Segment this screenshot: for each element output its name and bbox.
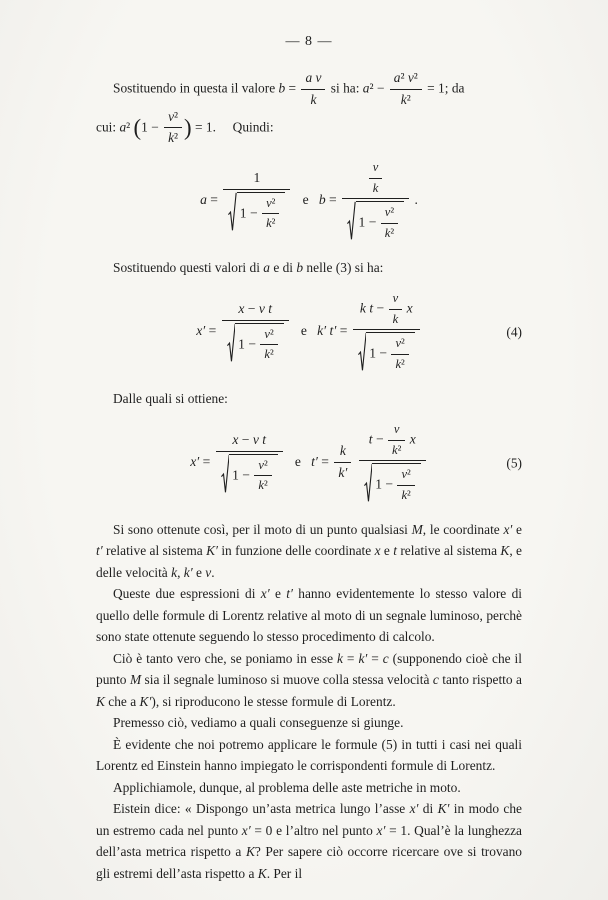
radicand: 1 − $\frac{\text{v²}}{\text{k²}}$ xyxy=(356,201,405,241)
equation-number: (5) xyxy=(506,455,522,471)
math-variable: c xyxy=(382,650,389,666)
denominator: k² xyxy=(262,213,279,232)
fraction xyxy=(262,196,279,232)
fraction xyxy=(301,70,325,109)
math-variable: v xyxy=(168,108,175,124)
radicand: 1 − $\frac{\text{v²}}{\text{k²}}$ xyxy=(237,192,286,232)
denominator xyxy=(353,329,420,372)
math-variable: K xyxy=(245,844,255,860)
math-variable: x′ xyxy=(409,801,419,817)
radical-sign-icon xyxy=(221,454,229,494)
math-variable: k xyxy=(258,478,264,493)
equation-body: x′ = x − v t 1 − $\frac{\text{v²}}{\text{k²}}$ e t′ = $\frac{k}{k'}$ t − $\frac{v}{\text{k²}}$ x 1 − $\frac{\text{v²}}{\text{k²}}$ xyxy=(190,422,428,504)
math-variable: v xyxy=(205,564,212,580)
math-variable: t′ xyxy=(311,454,318,470)
fraction xyxy=(388,422,405,458)
math-variable: k xyxy=(266,216,272,231)
math-variable: v xyxy=(401,467,408,482)
denominator: k² xyxy=(391,354,408,373)
math-variable: x′ xyxy=(190,454,200,470)
numerator xyxy=(388,422,405,440)
radical-sign-icon xyxy=(364,463,372,503)
numerator xyxy=(301,70,325,89)
math-variable: a xyxy=(119,118,127,134)
math-variable: x xyxy=(238,300,245,316)
math-variable: x′ xyxy=(260,586,270,602)
numerator xyxy=(334,443,351,462)
math-variable: v xyxy=(266,195,272,210)
math-variable: k xyxy=(384,225,391,240)
fraction xyxy=(389,291,403,327)
denominator xyxy=(301,89,325,109)
equation-5 xyxy=(96,422,522,504)
paragraph-line: cui: a² (1 − $\frac{\text{v²}}{\text{k²}}$ ) = 1. Quindi: xyxy=(96,108,274,146)
paragraph-line: Sostituendo in questa il valore b = $\frac{\text{a v}}{k}$ si ha: a² − $\frac{\text{a² v²}}{\text{k²}}$ = 1; da xyxy=(113,70,465,107)
numerator: v² xyxy=(395,336,405,351)
math-variable: x′ xyxy=(196,322,206,338)
math-variable: a xyxy=(200,191,207,207)
square-root xyxy=(221,454,278,494)
radical-sign-icon xyxy=(228,192,236,232)
denominator xyxy=(222,320,289,363)
math-variable: t xyxy=(393,543,397,559)
math-variable: k′ xyxy=(358,650,368,666)
math-variable: a v xyxy=(305,70,322,85)
radical-sign-icon xyxy=(347,201,355,241)
math-variable: b xyxy=(296,259,304,275)
denominator: k² xyxy=(381,223,398,242)
math-variable: v xyxy=(264,326,270,341)
radicand: 1 − $\frac{\text{v²}}{\text{k²}}$ xyxy=(372,463,421,503)
math-variable: b xyxy=(278,80,286,96)
numerator: v² xyxy=(384,205,395,220)
denominator xyxy=(223,189,290,232)
fraction xyxy=(397,467,414,503)
paragraph-evidente: È evidente che noi potremo applicare le formule (5) in tutti i casi nei quali Lorentz ed Einstein hanno impiegato le corrispondenti formule di Lorentz. xyxy=(96,736,522,774)
radical-sign-icon xyxy=(227,323,235,363)
page-number: — 8 — xyxy=(285,34,333,49)
fraction xyxy=(359,422,426,504)
numerator: k t − $\frac{v}{k}$ x xyxy=(359,291,413,326)
math-variable: a xyxy=(393,70,401,85)
math-variable: k t xyxy=(359,300,374,316)
math-variable: k xyxy=(400,91,407,107)
fraction xyxy=(369,160,383,196)
numerator: 1 xyxy=(253,169,261,185)
math-variable: K′ xyxy=(139,693,152,709)
denominator: k² xyxy=(388,440,405,459)
math-variable: x′ xyxy=(241,822,251,838)
denominator: k² xyxy=(390,89,422,109)
fraction xyxy=(391,336,408,372)
math-variable: k xyxy=(401,488,408,503)
paragraph-substitution xyxy=(96,70,522,147)
paragraph-expressions: Queste due espressioni di x′ e t′ hanno evidentemente lo stesso valore di quello delle formule di Lorentz relative al moto di un segnale luminoso, perchè sono state ottenute seguendo lo stesso procedimento di calcolo. xyxy=(96,586,522,645)
denominator xyxy=(369,178,383,197)
big-paren: ( xyxy=(133,114,142,140)
numerator xyxy=(389,291,403,309)
math-variable: a xyxy=(362,80,370,96)
denominator xyxy=(216,451,283,494)
math-variable: k xyxy=(392,442,398,457)
numerator: v² xyxy=(401,467,411,482)
math-variable: k xyxy=(339,443,346,459)
math-variable: k xyxy=(168,130,175,146)
fraction xyxy=(223,170,290,232)
paragraph-dalle-quali: Dalle quali si ottiene: xyxy=(113,390,228,406)
math-variable: v xyxy=(393,422,400,437)
denominator: k² xyxy=(397,485,414,504)
fraction xyxy=(342,160,409,242)
math-variable: k xyxy=(337,650,343,666)
equation-ab xyxy=(96,160,522,242)
math-variable: x xyxy=(406,300,413,316)
math-variable: k xyxy=(392,311,399,326)
math-variable: K xyxy=(96,693,105,709)
fraction xyxy=(164,109,182,148)
math-variable: k xyxy=(395,356,402,371)
math-variable: K′ xyxy=(437,801,450,817)
paragraph-coordinates: Si sono ottenute così, per il moto di un punto qualsiasi M, le coordinate x′ e t′ relative al sistema K′ in funzione delle coordinate x e t relative al sistema K, e delle velocità k, k′ e v. xyxy=(96,521,522,580)
paragraph-tanto-vero: Ciò è tanto vero che, se poniamo in esse k = k′ = c (supponendo cioè che il punto M sia il segnale luminoso si muove colla stessa velocità c tanto rispetto a K che a K′), si riproducono le stesse formule di Lorentz. xyxy=(96,650,522,709)
equation-4 xyxy=(96,291,522,373)
fraction xyxy=(254,458,271,494)
numerator: v² xyxy=(258,457,268,472)
square-root xyxy=(228,192,285,232)
denominator xyxy=(389,309,403,328)
fraction xyxy=(260,327,277,363)
denominator: k² xyxy=(254,475,271,494)
numerator: v² xyxy=(168,108,179,124)
math-variable: t′ xyxy=(96,543,103,559)
radicand: 1 − $\frac{\text{v²}}{\text{k²}}$ xyxy=(235,323,284,363)
math-variable: k xyxy=(372,180,379,195)
numerator: x − v t xyxy=(232,431,267,447)
math-variable: v xyxy=(384,205,391,220)
math-variable: x′ xyxy=(376,822,386,838)
denominator xyxy=(342,198,409,241)
square-root xyxy=(358,332,415,372)
denominator: k² xyxy=(260,344,277,363)
numerator xyxy=(342,160,409,198)
math-variable: a xyxy=(263,259,270,275)
math-variable: x xyxy=(409,431,416,447)
math-variable: t xyxy=(368,431,373,447)
fraction xyxy=(216,432,283,494)
paragraph-values-ab: Sostituendo questi valori di a e di b nelle (3) si ha: xyxy=(113,259,384,275)
math-variable: K xyxy=(500,543,510,559)
numerator: v² xyxy=(264,326,274,341)
equation-body: a = 1 1 − $\frac{\text{v²}}{\text{k²}}$ e b = $\frac{v}{k}$ 1 − $\frac{\text{v²}}{\text{k²}}$ . xyxy=(200,160,418,240)
fraction xyxy=(353,291,420,373)
math-variable: t′ xyxy=(286,586,293,602)
math-variable: b xyxy=(318,191,326,207)
denominator: k² xyxy=(164,127,182,147)
math-variable: M xyxy=(411,521,423,537)
math-variable: k xyxy=(264,347,270,362)
square-root xyxy=(347,201,404,241)
math-variable: c xyxy=(432,672,439,688)
math-variable: K xyxy=(257,865,267,881)
math-variable: k xyxy=(171,564,178,580)
radicand: 1 − $\frac{\text{v²}}{\text{k²}}$ xyxy=(229,454,278,494)
math-variable: M xyxy=(129,672,142,688)
fraction xyxy=(222,301,289,363)
numerator: t − $\frac{v}{\text{k²}}$ x xyxy=(368,422,416,457)
square-root xyxy=(227,323,284,363)
math-variable: k′ t′ xyxy=(317,322,337,338)
denominator xyxy=(359,460,426,503)
math-variable: v xyxy=(258,457,264,472)
math-variable: v xyxy=(407,70,414,85)
math-variable: v t xyxy=(252,431,267,447)
numerator: x − v t xyxy=(238,300,273,316)
numerator xyxy=(369,160,383,178)
math-variable: v t xyxy=(258,300,273,316)
denominator xyxy=(334,462,351,482)
math-variable: v xyxy=(392,291,399,306)
paragraph-premesso: Premesso ciò, vediamo a quali conseguenze si giunge. xyxy=(113,715,404,731)
math-variable: k′ xyxy=(338,465,348,481)
fraction xyxy=(381,205,398,241)
radicand: 1 − $\frac{\text{v²}}{\text{k²}}$ xyxy=(366,332,415,372)
numerator: a² v² xyxy=(393,70,418,85)
math-variable: v xyxy=(372,160,379,174)
paragraph-eistein: Eistein dice: « Dispongo un’asta metrica lungo l’asse x′ di K′ in modo che un estremo cada nel punto x′ = 0 e l’altro nel punto x′ = 1. Qual’è la lunghezza dell’asta metrica rispetto a K? Per sapere ciò occorre ricercare ove si trovano gli estremi dell’asta rispetto a K. Per il xyxy=(96,801,522,881)
math-variable: K′ xyxy=(206,543,218,559)
math-variable: x xyxy=(232,431,239,447)
radical-sign-icon xyxy=(358,332,366,372)
math-variable: k′ xyxy=(183,564,193,580)
math-variable: v xyxy=(395,336,402,351)
fraction xyxy=(334,443,351,482)
math-variable: k xyxy=(310,91,317,107)
fraction xyxy=(390,70,422,109)
equation-number: (4) xyxy=(506,324,522,340)
equation-body: x′ = x − v t 1 − $\frac{\text{v²}}{\text{k²}}$ e k′ t′ = k t − $\frac{v}{k}$ x 1 − $\frac{\text{v²}}{\text{k²}}$ xyxy=(196,291,422,373)
square-root xyxy=(364,463,421,503)
math-variable: x xyxy=(374,543,381,559)
paragraph-applichiamole: Applichiamole, dunque, al problema delle aste metriche in moto. xyxy=(113,779,461,795)
numerator: v² xyxy=(266,195,276,210)
math-variable: x′ xyxy=(503,521,513,537)
big-paren: ) xyxy=(184,114,192,140)
